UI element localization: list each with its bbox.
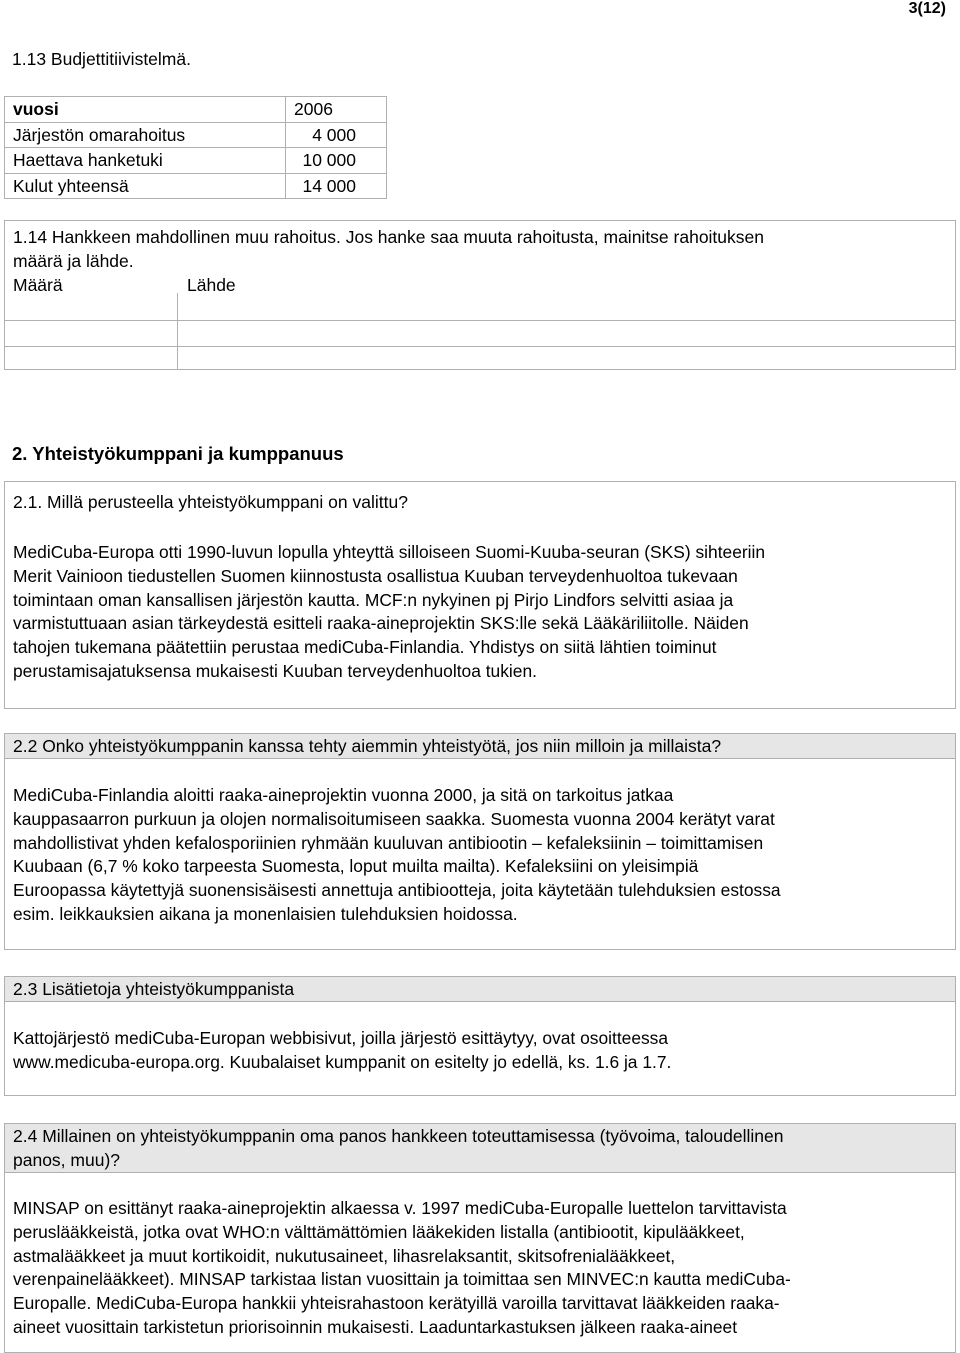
budget-value: 10 000: [302, 150, 356, 171]
section-2-4-box: [4, 1123, 956, 1353]
budget-label: vuosi: [5, 97, 286, 123]
section-2-3-box: [4, 976, 956, 1096]
section-2-title: 2. Yhteistyökumppani ja kumppanuus: [12, 443, 344, 464]
budget-row: [5, 122, 957, 148]
source-cell[interactable]: [178, 321, 956, 346]
amount-cell[interactable]: [5, 321, 178, 346]
section-2-1-box: [4, 481, 956, 709]
question-2-2: 2.2 Onko yhteistyökumppanin kanssa tehty aiemmin yhteistyötä, jos niin milloin ja millaista?: [5, 734, 955, 759]
section-1-13-title: 1.13 Budjettitiivistelmä.: [12, 49, 191, 69]
answer-2-2: MediCuba-Finlandia aloitti raaka-aineprojektin vuonna 2000, ja sitä on tarkoitus jatkaa kauppasaarron purkuun ja olojen normalisoitumiseen saakka. Suomesta vuonna 2004 kerätyt varat mahdollistivat yhden kefalosporiinien ryhmään kuuluvan antibiootin – kefaleksiinin – toimittamisen Kuubaan (6,7 % koko tarpeesta Suomesta, loput muilta mailta). Kefaleksiini on yleisimpiä Euroopassa käytettyjä suonensisäisesti annettuja antibiootteja, joita käytetään tulehduksien estossa esim. leikkauksien aikana ja monenlaisien tulehduksien hoidossa.: [13, 785, 781, 924]
budget-row: [5, 148, 957, 174]
section-2-2-box: [4, 733, 956, 950]
answer-2-3: Kattojärjestö mediCuba-Europan webbisivut, joilla järjestö esittäytyy, ovat osoitteessa www.medicuba-europa.org. Kuubalaiset kumppanit on esitelty jo edellä, ks. 1.6 ja 1.7.: [13, 1028, 672, 1072]
budget-value: 14 000: [302, 175, 356, 196]
budget-value: 4 000: [312, 124, 356, 145]
question-2-1: 2.1. Millä perusteella yhteistyökumppani on valittu?: [13, 492, 408, 512]
budget-label: Järjestön omarahoitus: [5, 122, 286, 148]
question-2-3: 2.3 Lisätietoja yhteistyökumppanista: [5, 977, 955, 1002]
budget-label: Kulut yhteensä: [5, 173, 286, 199]
budget-table: [4, 96, 956, 199]
other-funding-question: 1.14 Hankkeen mahdollinen muu rahoitus. Jos hanke saa muuta rahoitusta, mainitse rahoituksen määrä ja lähde. Määrä Lähde: [13, 227, 764, 295]
budget-label: Haettava hanketuki: [5, 148, 286, 174]
budget-row: [5, 173, 957, 199]
other-funding-box: [4, 220, 956, 370]
budget-value: 2006: [294, 99, 333, 120]
page-number: 3(12): [908, 0, 946, 17]
source-column-header: Lähde: [187, 275, 236, 295]
budget-row: [5, 97, 957, 123]
answer-2-4: MINSAP on esittänyt raaka-aineprojektin alkaessa v. 1997 mediCuba-Europalle luettelon tarvittavista peruslääkkeistä, jotka ovat WHO:n välttämättömien lääkekiden listalla (antibiootit, kipulääkkeet, astmalääkkeet ja muut kortikoidit, nukutusaineet, lihasrelaksantit, skitsofrenialääkkeet, verenpainelääkkeet). MINSAP tarkistaa listan vuosittain ja toimittaa sen MINVEC:n kautta mediCuba- Europalle. MediCuba-Europa hankkii yhteisrahastoon kerätyillä varoilla tarvittavat lääkkeiden raaka- aineet vuosittain tarkistetun priorisoinnin mukaisesti. Laaduntarkastuksen jälkeen raaka-aineet: [13, 1198, 791, 1337]
funding-grid: [5, 320, 955, 345]
answer-2-1: MediCuba-Europa otti 1990-luvun lopulla yhteyttä silloiseen Suomi-Kuuba-seuran (SKS) sihteeriin Merit Vainioon tiedustellen Suomen kiinnostusta osallistua Kuuban terveydenhuoltoa tukevaan toimintaan oman kansallisen järjestön kautta. MCF:n nykyinen pj Pirjo Lindfors selvitti asiaa ja varmistuttuaan asian tärkeydestä esitteli raaka-aineprojektin SKS:lle sekä Lääkäriliitolle. Näiden tahojen tukemana päätettiin perustaa mediCuba-Finlandia. Yhdistys on siitä lähtien toiminut perustamisajatuksensa mukaisesti Kuuban terveydenhuoltoa tukien.: [13, 542, 766, 681]
question-2-4: 2.4 Millainen on yhteistyökumppanin oma panos hankkeen toteuttamisessa (työvoima, taloudellinen panos, muu)?: [5, 1124, 955, 1173]
amount-column-header: Määrä: [13, 275, 63, 295]
